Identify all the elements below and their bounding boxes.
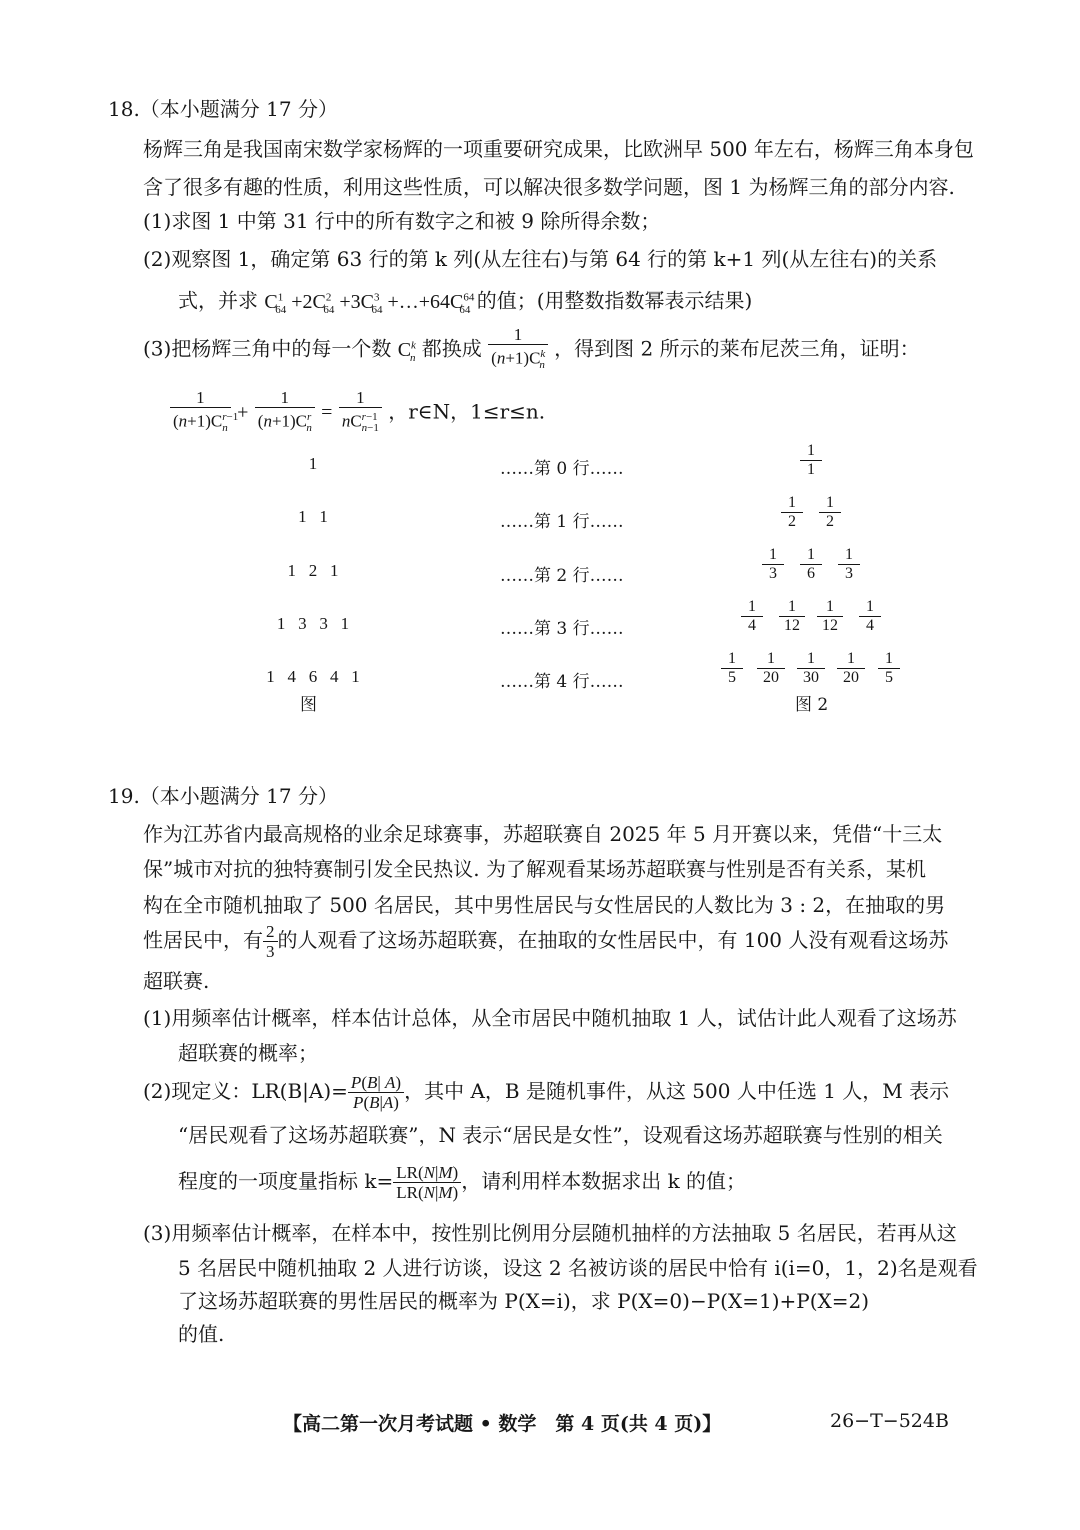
fig2-fraction: 1 12 xyxy=(817,598,843,635)
fig2-fraction: 1 6 xyxy=(800,546,822,583)
fig2-fraction: 1 4 xyxy=(741,598,763,635)
fig2-fraction: 1 20 xyxy=(837,650,865,687)
q19-part3-line4: 的值. xyxy=(178,1322,225,1346)
fig1-row-2: 1 2 1 xyxy=(287,561,339,580)
q19-part2-line2: “居民观看了这场苏超联赛”，N 表示“居民是女性”，设观看这场苏超联赛与性别的相关 xyxy=(178,1123,943,1147)
row-label-1: ……第 1 行…… xyxy=(500,512,624,532)
q19-part1-line2: 超联赛的概率； xyxy=(178,1041,318,1065)
q19-part2-line1: (2)现定义：LR(B|A)= $\frac{P(B| A)}{P(\overline{B}|A)}$ ，其中 A，B 是随机事件，从这 500 人中任选 1 人，M 表示 xyxy=(143,1073,950,1112)
fig1-row-1: 1 1 xyxy=(298,507,328,526)
q18-part2-line2: 式，并求 $C^1_{64} +2C^2_{64} +3C^3_{64}$ $+\dots+64C^{64}_{64}$ 的值；(用整数指数幂表示结果) xyxy=(178,288,753,316)
q19-header: 19.（本小题满分 17 分） xyxy=(108,784,338,808)
k-index-fraction: $\frac{LR(N|M)}{LR(N|\overline{M})}$ xyxy=(393,1163,461,1202)
q18-part2-line1: (2)观察图 1，确定第 63 行的第 k 列(从左往右)与第 64 行的第 k+1 列(从左往右)的关系 xyxy=(143,247,938,271)
q19-line5: 超联赛. xyxy=(143,969,210,993)
q19-part1-line1: (1)用频率估计概率，样本估计总体，从全市居民中随机抽取 1 人，试估计此人观看了这场苏 xyxy=(143,1006,957,1030)
fig1-row-3: 1 3 3 1 xyxy=(276,614,350,633)
fig2-fraction: 1 3 xyxy=(762,546,784,583)
leibniz-fraction: $\frac{1}{(n+1)C^k_n}$ xyxy=(488,325,548,375)
fig2-fraction: 1 2 xyxy=(819,494,841,531)
q18-intro-line1: 杨辉三角是我国南宋数学家杨辉的一项重要研究成果，比欧洲早 500 年左右，杨辉三角本身包 xyxy=(143,137,974,161)
q19-part3-line2: 5 名居民中随机抽取 2 人进行访谈，设这 2 名被访谈的居民中恰有 i(i=0，1，2)名是观看 xyxy=(178,1256,978,1280)
row-label-0: ……第 0 行…… xyxy=(500,459,624,479)
fig2-caption: 图 2 xyxy=(795,695,829,715)
fig2-fraction: 1 20 xyxy=(757,650,785,687)
q19-line2: 保”城市对抗的独特赛制引发全民热议. 为了解观看某场苏超联赛与性别是否有关系，某机 xyxy=(143,857,926,881)
footer-title: 【高二第一次月考试题 • 数学 第 4 页(共 4 页)】 xyxy=(283,1413,722,1435)
row-label-2: ……第 2 行…… xyxy=(500,566,624,586)
fig1-row-0: 1 xyxy=(308,454,318,473)
fig1-caption: 图 xyxy=(300,695,317,715)
q19-part2-line3: 程度的一项度量指标 k= $\frac{LR(N|M)}{LR(N|\overline{M})}$ ，请利用样本数据求出 k 的值； xyxy=(178,1163,747,1202)
fig2-fraction: 1 4 xyxy=(859,598,881,635)
q18-identity: $\frac{1}{(n+1)C^{r-1}_n}$ + $\frac{1}{(n+1)C^r_n}$ = $\frac{1}{nC^{r-1}_{n-1}}$ ，r∈N，1≤r≤n. xyxy=(170,388,545,438)
q18-part1: (1)求图 1 中第 31 行中的所有数字之和被 9 除所得余数； xyxy=(143,209,661,233)
q19-part3-line1: (3)用频率估计概率，在样本中，按性别比例用分层随机抽样的方法抽取 5 名居民，若再从这 xyxy=(143,1221,957,1245)
q19-line4: 性居民中，有 $\frac{2}{3}$ 的人观看了这场苏超联赛，在抽取的女性居民中，有 100 人没有观看这场苏 xyxy=(143,922,949,961)
fig2-fraction: 1 12 xyxy=(779,598,805,635)
q18-intro-line2: 含了很多有趣的性质，利用这些性质，可以解决很多数学问题，图 1 为杨辉三角的部分内容. xyxy=(143,175,955,199)
fig2-fraction: 1 5 xyxy=(878,650,900,687)
q19-line1: 作为江苏省内最高规格的业余足球赛事，苏超联赛自 2025 年 5 月开赛以来，凭借“十三太 xyxy=(143,822,943,846)
binomial-sum: $C^1_{64} +2C^2_{64} +3C^3_{64}$ $+\dots+64C^{64}_{64}$ xyxy=(264,290,475,316)
fig2-fraction: 1 30 xyxy=(797,650,825,687)
footer-code: 26−T−524B xyxy=(830,1410,949,1432)
row-label-3: ……第 3 行…… xyxy=(500,619,624,639)
q18-header: 18.（本小题满分 17 分） xyxy=(108,97,338,121)
q18-part3: (3)把杨辉三角中的每一个数 $C^k_n$ 都换成 $\frac{1}{(n+1)C^k_n}$ ，得到图 2 所示的莱布尼茨三角，证明： xyxy=(143,325,920,375)
two-thirds-fraction: $\frac{2}{3}$ xyxy=(263,922,278,961)
fig2-fraction: 1 2 xyxy=(781,494,803,531)
q19-line3: 构在全市随机抽取了 500 名居民，其中男性居民与女性居民的人数比为 3 : 2，在抽取的男 xyxy=(143,893,946,917)
fig2-fraction: 1 3 xyxy=(838,546,860,583)
fig2-fraction: 1 1 xyxy=(800,442,822,479)
q19-part3-line3: 了这场苏超联赛的男性居民的概率为 P(X=i)，求 P(X=0)−P(X=1)+P(X=2) xyxy=(178,1289,870,1313)
fig1-row-4: 1 4 6 4 1 xyxy=(266,667,360,686)
lr-definition-fraction: $\frac{P(B| A)}{P(\overline{B}|A)}$ xyxy=(348,1073,404,1112)
row-label-4: ……第 4 行…… xyxy=(500,672,624,692)
fig2-fraction: 1 5 xyxy=(721,650,743,687)
